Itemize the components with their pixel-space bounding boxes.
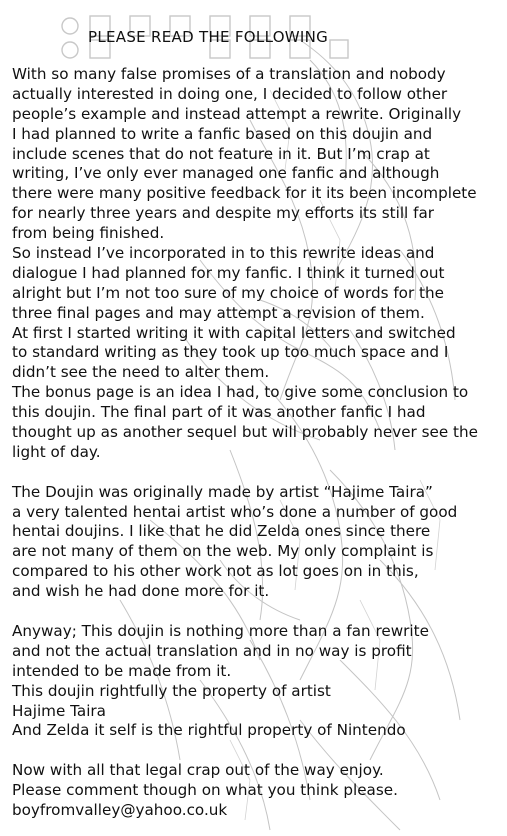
text-line: thought up as another sequel but will probably never see the — [12, 423, 478, 442]
text-line: The Doujin was originally made by artist “Hajime Taira” — [12, 482, 433, 501]
text-line: This doujin rightfully the property of artist — [12, 681, 331, 700]
text-line: alright but I’m not too sure of my choice of words for the — [12, 283, 444, 302]
text-line: three final pages and may attempt a revision of them. — [12, 303, 425, 322]
text-line: And Zelda it self is the rightful property of Nintendo — [12, 721, 406, 740]
text-line: are not many of them on the web. My only complaint is — [12, 542, 434, 561]
paragraph-artist — [12, 483, 502, 602]
text-line: hentai doujins. I like that he did Zelda ones since there — [12, 522, 431, 541]
paragraph-gap — [12, 741, 502, 761]
text-line: there were many positive feedback for it its been incomplete — [12, 184, 477, 203]
text-line: Please comment though on what you think please. — [12, 781, 398, 800]
text-line: dialogue I had planned for my fanfic. I think it turned out — [12, 263, 445, 282]
text-line: At first I started writing it with capital letters and switched — [12, 323, 456, 342]
paragraph-gap — [12, 463, 502, 483]
text-line: Hajime Taira — [12, 701, 106, 720]
text-line: this doujin. The final part of it was another fanfic I had — [12, 403, 426, 422]
text-line: actually interested in doing one, I decided to follow other — [12, 84, 448, 103]
text-line: intended to be made from it. — [12, 661, 232, 680]
paragraph-gap — [12, 602, 502, 622]
text-line: writing, I’ve only ever managed one fanfic and although — [12, 164, 440, 183]
text-line: compared to his other work not as lot goes on in this, — [12, 562, 419, 581]
text-line: The bonus page is an idea I had, to give some conclusion to — [12, 383, 469, 402]
text-line: for nearly three years and despite my efforts its still far — [12, 204, 434, 223]
text-line: I had planned to write a fanfic based on this doujin and — [12, 124, 433, 143]
paragraph-closing — [12, 761, 502, 821]
text-line: Now with all that legal crap out of the way enjoy. — [12, 761, 384, 780]
text-line: and not the actual translation and in no way is profit — [12, 641, 412, 660]
text-line: from being finished. — [12, 224, 165, 243]
text-line: So instead I’ve incorporated in to this rewrite ideas and — [12, 244, 435, 263]
paragraph-disclaimer — [12, 622, 502, 741]
text-line: light of day. — [12, 442, 101, 461]
text-line: people’s example and instead attempt a rewrite. Originally — [12, 104, 462, 123]
text-line: With so many false promises of a translation and nobody — [12, 65, 446, 83]
text-line: Anyway; This doujin is nothing more than a fan rewrite — [12, 621, 429, 640]
text-line: didn’t see the need to alter them. — [12, 363, 270, 382]
page-title: PLEASE READ THE FOLLOWING — [88, 28, 329, 46]
text-line: include scenes that do not feature in it. But I’m crap at — [12, 144, 430, 163]
text-line: a very talented hentai artist who’s done a number of good — [12, 502, 458, 521]
text-line: and wish he had done more for it. — [12, 582, 270, 601]
body-text — [12, 65, 502, 821]
text-line: to standard writing as they took up too much space and I — [12, 343, 449, 362]
text-line: boyfromvalley@yahoo.co.uk — [12, 800, 228, 819]
paragraph-intro — [12, 65, 502, 463]
